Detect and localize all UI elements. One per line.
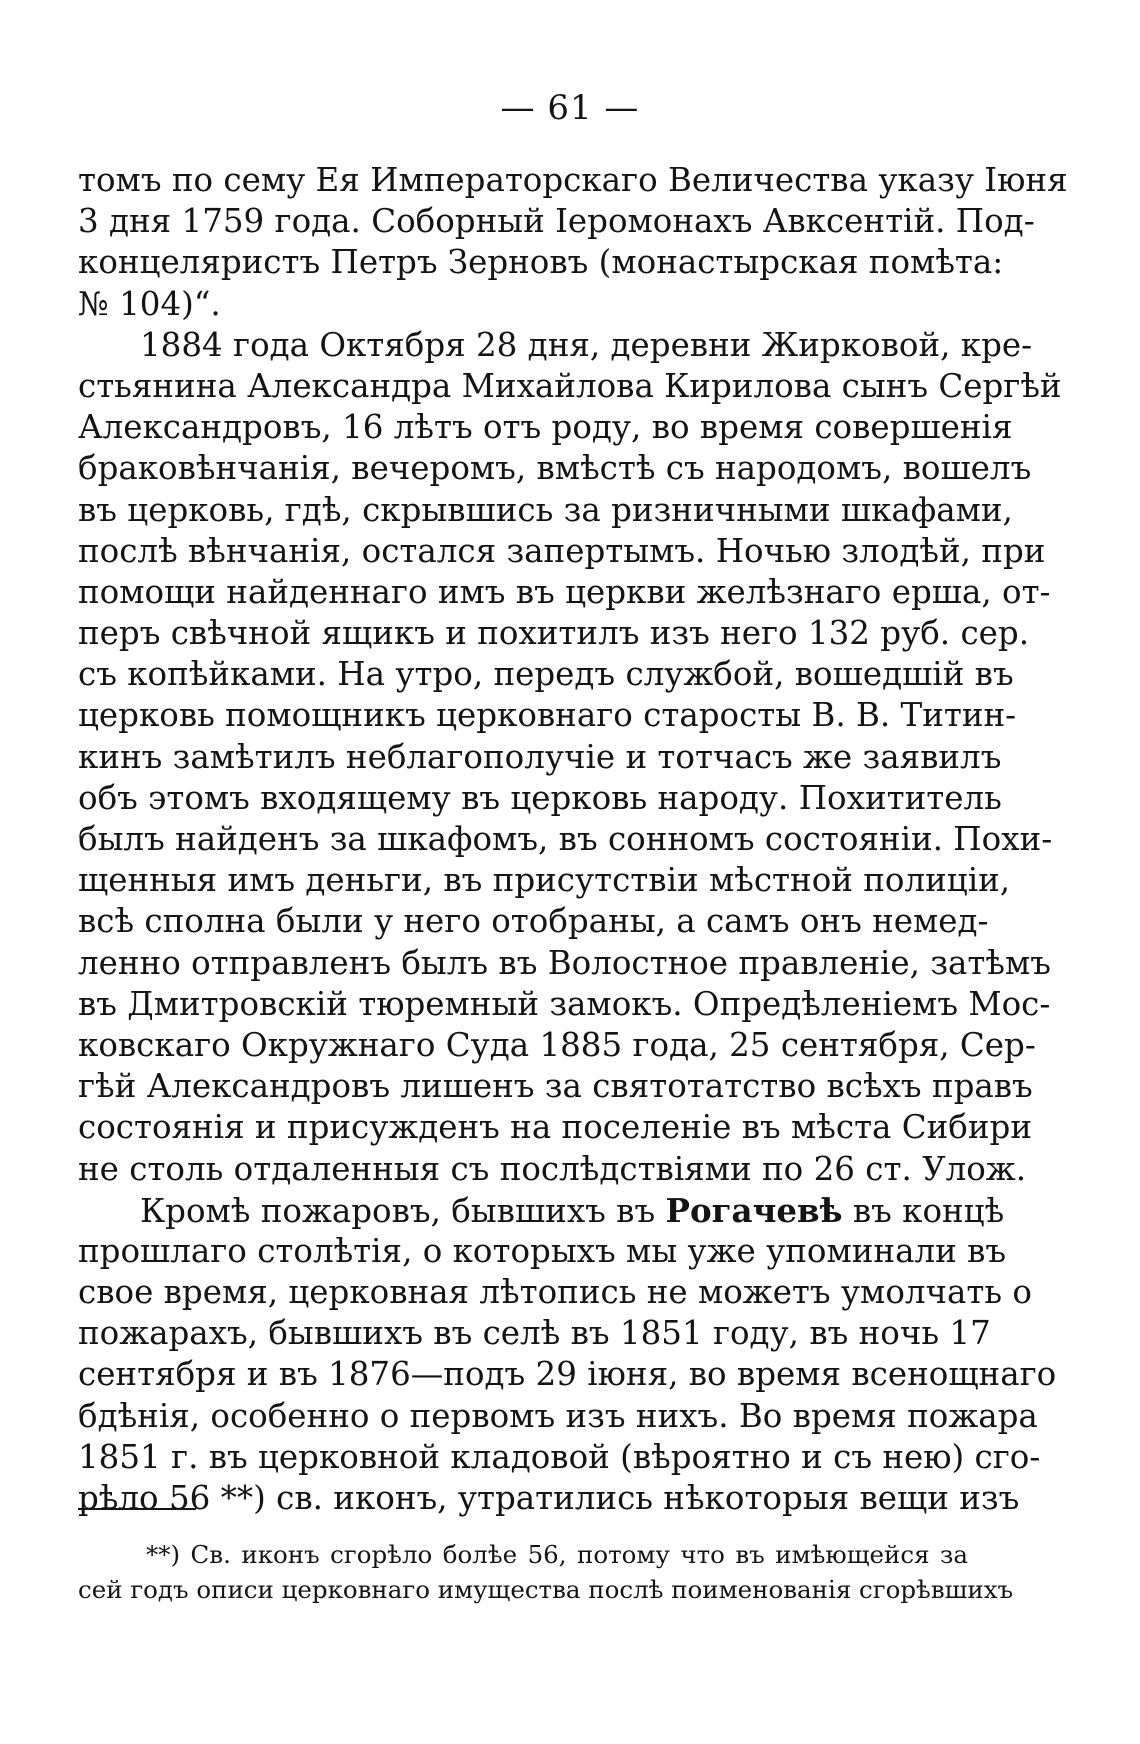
text-line: прошлаго столѣтія, о которыхъ мы уже упоминали въ bbox=[78, 1231, 1007, 1270]
text-line: концеляристъ Петръ Зерновъ (монастырская помѣта: bbox=[78, 243, 1004, 282]
text-line: 3 дня 1759 года. Соборный Іеромонахъ Авксентій. Под- bbox=[78, 202, 1035, 241]
text-line: помощи найденнаго имъ въ церкви желѣзнаго ерша, от- bbox=[78, 572, 1051, 611]
page-number: — 61 — bbox=[500, 88, 640, 128]
footnote-line: сей годъ описи церковнаго имущества послѣ поименованія сгорѣвшихъ bbox=[78, 1575, 1014, 1604]
text-line: Александровъ, 16 лѣтъ отъ роду, во время совершенія bbox=[78, 408, 1013, 447]
text-line: томъ по сему Ея Императорскаго Величества указу Іюня bbox=[78, 161, 1068, 199]
inline-text: Кромѣ пожаровъ, бывшихъ въ bbox=[140, 1191, 666, 1230]
text-line: стьянина Александра Михайлова Кирилова сынъ Сергѣй bbox=[78, 366, 1062, 405]
text-line: бдѣнія, особенно о первомъ изъ нихъ. Во время пожара bbox=[78, 1396, 1038, 1435]
text-line: былъ найденъ за шкафомъ, въ сонномъ состояніи. Похи- bbox=[78, 820, 1053, 858]
text-line: браковѣнчанія, вечеромъ, вмѣстѣ съ народомъ, вошелъ bbox=[78, 449, 1032, 488]
text-line: 1884 года Октября 28 дня, деревни Жирковой, кре- bbox=[140, 325, 1033, 364]
text-line: послѣ вѣнчанія, остался запертымъ. Ночью злодѣй, при bbox=[78, 531, 1046, 570]
body-text bbox=[78, 160, 1068, 1519]
text-line: церковь помощникъ церковнаго старосты В. В. Титин- bbox=[78, 696, 1017, 735]
place-name-bold: Рогачевѣ bbox=[665, 1190, 843, 1230]
paragraph-3-lines bbox=[78, 1231, 1057, 1519]
footnotes bbox=[78, 1537, 1014, 1607]
text-line: всѣ сполна были у него отобраны, а самъ онъ немед- bbox=[78, 902, 989, 941]
footnote-separator bbox=[78, 1508, 196, 1510]
text-line: рѣло 56 **) св. иконъ, утратились нѣкоторыя вещи изъ bbox=[78, 1479, 1020, 1517]
text-line: ковскаго Окружнаго Суда 1885 года, 25 сентября, Сер- bbox=[78, 1025, 1036, 1064]
text-line: не столь отдаленныя съ послѣдствіями по 26 ст. Улож. bbox=[78, 1149, 1027, 1188]
paragraph-line bbox=[78, 1190, 1005, 1231]
inline-text: въ концѣ bbox=[842, 1191, 1005, 1230]
text-line: пожарахъ, бывшихъ въ селѣ въ 1851 году, въ ночь 17 bbox=[78, 1314, 991, 1353]
text-line: объ этомъ входящему въ церковь народу. Похититель bbox=[78, 778, 1002, 817]
text-line: въ Дмитровскій тюремный замокъ. Опредѣленіемъ Мос- bbox=[78, 984, 1051, 1023]
text-line: гѣй Александровъ лишенъ за святотатство всѣхъ правъ bbox=[78, 1067, 1033, 1106]
text-line: сентября и въ 1876—подъ 29 іюня, во время всенощнаго bbox=[78, 1355, 1057, 1394]
text-line: перъ свѣчной ящикъ и похитилъ изъ него 132 руб. сер. bbox=[78, 614, 1030, 653]
text-line: № 104)“. bbox=[78, 284, 221, 323]
text-line: кинъ замѣтилъ неблагополучіе и тотчасъ же заявилъ bbox=[78, 737, 1002, 776]
text-line: состоянія и присужденъ на поселеніе въ мѣста Сибири bbox=[78, 1108, 1032, 1147]
text-line: въ церковь, гдѣ, скрывшись за ризничными шкафами, bbox=[78, 490, 1013, 529]
main-text-lines bbox=[78, 160, 1068, 1190]
footnote-line: **) Св. иконъ сгорѣло болѣе 56, потому что въ имѣющейся за bbox=[146, 1540, 968, 1569]
text-line: съ копѣйками. На утро, передъ службой, вошедшій въ bbox=[78, 655, 1014, 694]
text-line: щенныя имъ деньги, въ присутствіи мѣстной полиціи, bbox=[78, 861, 1011, 900]
text-line: свое время, церковная лѣтопись не можетъ умолчать о bbox=[78, 1273, 1032, 1312]
text-line: 1851 г. въ церковной кладовой (вѣроятно и съ нею) сго- bbox=[78, 1437, 1041, 1476]
text-line: ленно отправленъ былъ въ Волостное правленіе, затѣмъ bbox=[78, 943, 1051, 982]
